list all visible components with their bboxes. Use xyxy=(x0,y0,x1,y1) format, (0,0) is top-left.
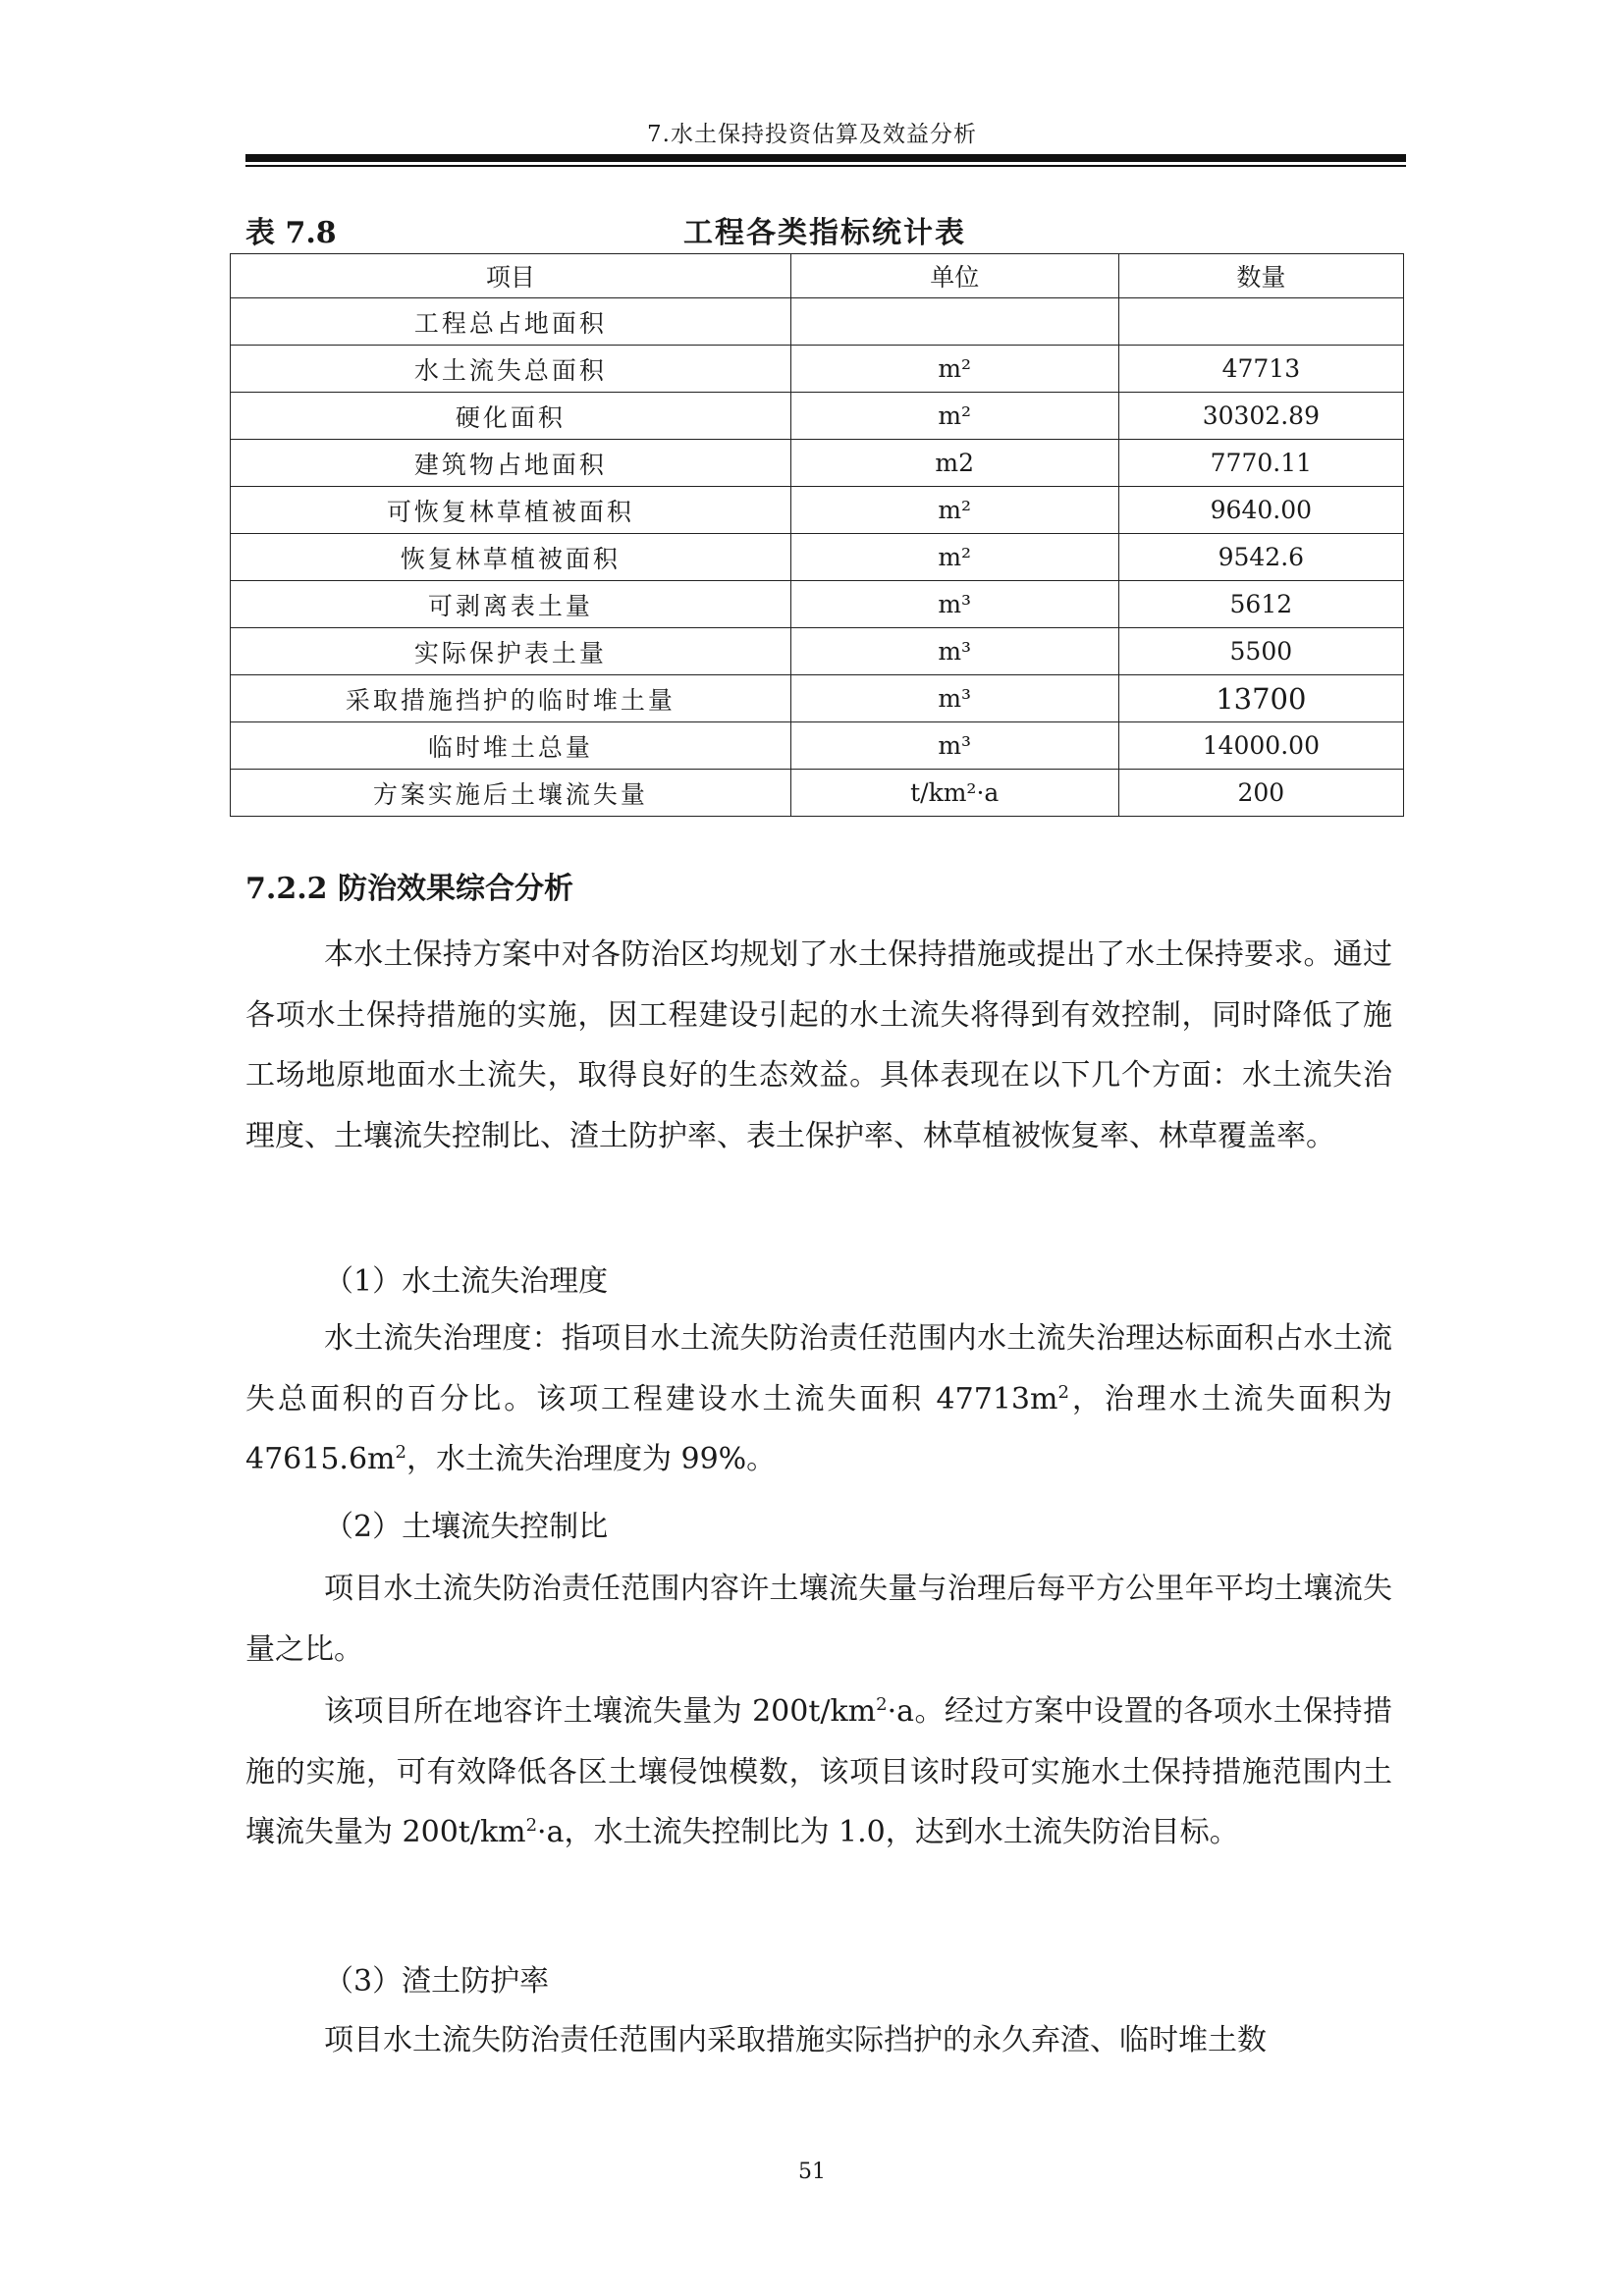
cell-unit: t/km²·a xyxy=(790,770,1118,817)
cell-item: 方案实施后土壤流失量 xyxy=(231,770,791,817)
table-row xyxy=(231,487,1404,534)
control-ratio-text-a: 该项目所在地容许土壤流失量为 200t/km xyxy=(324,1694,877,1729)
superscript: 2 xyxy=(876,1694,888,1715)
subsection-title-governance: （1）水土流失治理度 xyxy=(324,1264,609,1299)
control-ratio-text-b: ·a。经过方案中设置的各项水土保持措施的实施，可有效降低各区土壤侵蚀模数，该项目该时段可实施水土保持措施范围内土壤流失量为 200t/km xyxy=(245,1694,1392,1849)
cell-quantity: 30302.89 xyxy=(1118,393,1403,440)
superscript: 2 xyxy=(1057,1381,1069,1403)
superscript: 2 xyxy=(395,1442,406,1463)
cell-item: 硬化面积 xyxy=(231,393,791,440)
cell-unit: m³ xyxy=(790,581,1118,628)
cell-unit xyxy=(790,298,1118,346)
cell-unit: m³ xyxy=(790,722,1118,770)
cell-item: 恢复林草植被面积 xyxy=(231,534,791,581)
table-row xyxy=(231,675,1404,722)
cell-item: 实际保护表土量 xyxy=(231,628,791,675)
spoil-protection-paragraph: 项目水土流失防治责任范围内采取措施实际挡护的永久弃渣、临时堆土数 xyxy=(324,2023,1267,2057)
subsection-title-control-ratio: （2）土壤流失控制比 xyxy=(324,1510,609,1544)
header-rule-thick xyxy=(245,154,1406,162)
table-row xyxy=(231,581,1404,628)
table-row xyxy=(231,722,1404,770)
cell-unit: m2 xyxy=(790,440,1118,487)
intro-paragraph: 本水土保持方案中对各防治区均规划了水土保持措施或提出了水土保持要求。通过各项水土保持措施的实施，因工程建设引起的水土流失将得到有效控制，同时降低了施工场地原地面水土流失，取得良好的生态效益。具体表现在以下几个方面：水土流失治理度、土壤流失控制比、渣土防护率、表土保护率、林草植被恢复率、林草覆盖率。 xyxy=(245,937,1392,1153)
column-header-quantity: 数量 xyxy=(1118,254,1403,298)
column-header-unit: 单位 xyxy=(790,254,1118,298)
table-caption xyxy=(245,208,1404,251)
subsection-title-spoil-protection: （3）渣土防护率 xyxy=(324,1964,550,1999)
cell-unit: m² xyxy=(790,393,1118,440)
indicator-table xyxy=(230,253,1404,817)
page-number: 51 xyxy=(798,2160,826,2184)
governance-text-c: ，水土流失治理度为 99%。 xyxy=(406,1442,777,1476)
cell-unit: m² xyxy=(790,487,1118,534)
cell-item: 采取措施挡护的临时堆土量 xyxy=(231,675,791,722)
superscript: 2 xyxy=(525,1815,538,1836)
cell-quantity: 5500 xyxy=(1118,628,1403,675)
header-rule-thin xyxy=(245,165,1406,167)
cell-item: 可剥离表土量 xyxy=(231,581,791,628)
table-number: 表 7.8 xyxy=(245,216,337,250)
cell-quantity xyxy=(1118,298,1403,346)
cell-unit: m² xyxy=(790,346,1118,393)
cell-quantity: 5612 xyxy=(1118,581,1403,628)
cell-quantity: 13700 xyxy=(1118,675,1403,722)
cell-quantity: 14000.00 xyxy=(1118,722,1403,770)
table-row xyxy=(231,298,1404,346)
control-ratio-paragraph-1: 项目水土流失防治责任范围内容许土壤流失量与治理后每平方公里年平均土壤流失量之比。 xyxy=(245,1572,1392,1667)
cell-item: 临时堆土总量 xyxy=(231,722,791,770)
table-row xyxy=(231,440,1404,487)
cell-quantity: 9640.00 xyxy=(1118,487,1403,534)
governance-text-b: ，治理水土流失面积为 47615.6m xyxy=(245,1381,1393,1476)
cell-unit: m³ xyxy=(790,628,1118,675)
table-row xyxy=(231,628,1404,675)
cell-quantity: 47713 xyxy=(1118,346,1403,393)
cell-item: 可恢复林草植被面积 xyxy=(231,487,791,534)
section-heading: 7.2.2 防治效果综合分析 xyxy=(245,872,573,906)
governance-paragraph xyxy=(245,1308,1392,1490)
running-header: 7.水土保持投资估算及效益分析 xyxy=(647,122,977,147)
table-title: 工程各类指标统计表 xyxy=(683,216,966,250)
cell-unit: m³ xyxy=(790,675,1118,722)
cell-item: 水土流失总面积 xyxy=(231,346,791,393)
cell-item: 建筑物占地面积 xyxy=(231,440,791,487)
cell-quantity: 200 xyxy=(1118,770,1403,817)
table-row xyxy=(231,346,1404,393)
cell-unit: m² xyxy=(790,534,1118,581)
table-row xyxy=(231,534,1404,581)
control-ratio-text-c: ·a，水土流失控制比为 1.0，达到水土流失防治目标。 xyxy=(537,1815,1239,1849)
governance-text-a: 水土流失治理度：指项目水土流失防治责任范围内水土流失治理达标面积占水土流失总面积的百分比。该项工程建设水土流失面积 47713m xyxy=(245,1321,1392,1416)
table-row xyxy=(231,393,1404,440)
column-header-item: 项目 xyxy=(231,254,791,298)
table-header-row xyxy=(231,254,1404,298)
cell-quantity: 9542.6 xyxy=(1118,534,1403,581)
cell-item: 工程总占地面积 xyxy=(231,298,791,346)
control-ratio-paragraph-2 xyxy=(245,1682,1392,1863)
cell-quantity: 7770.11 xyxy=(1118,440,1403,487)
table-row xyxy=(231,770,1404,817)
